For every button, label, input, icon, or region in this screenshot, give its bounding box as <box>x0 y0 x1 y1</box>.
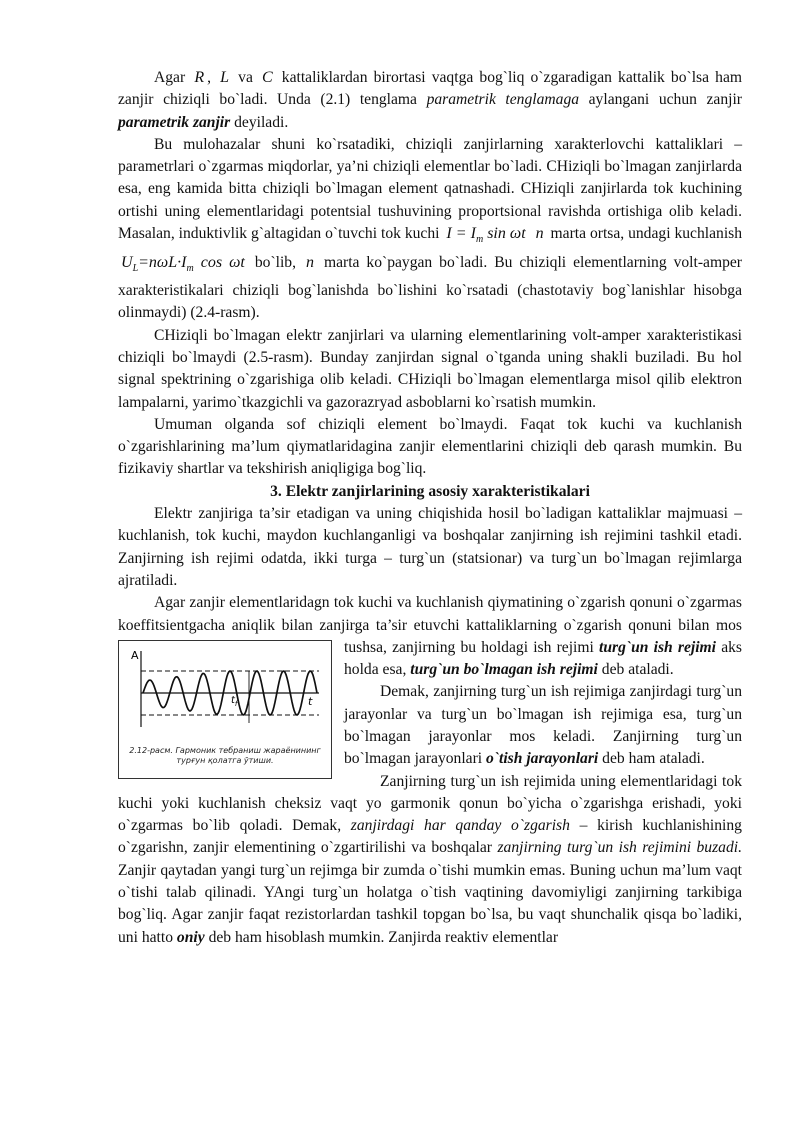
text-body <box>118 67 742 949</box>
figure-caption: 2.12-расм. Гармоник тебраниш жараёнининг турғун қолатга ўтиши. <box>129 745 321 765</box>
formula-voltage: $U_L=n\omega L\cdot I_m$ cos ωt <box>121 253 245 274</box>
text: – kirish kuchlanishining o`zgarishn, zanjir elementining o`zgartirilishi va boshqalar <box>118 817 742 857</box>
axis-label-y: A <box>131 648 139 662</box>
text: kattaliklardan birortasi vaqtga bog`liq o`zgaradigan kattalik bo`lsa ham zanjir chiziqli bo`ladi. Unda (2.1) tenglama <box>118 69 743 109</box>
text: deb ham ataladi. <box>602 750 705 768</box>
emphasis-bold: turg`un ish rejimi <box>599 638 716 656</box>
symbol-c: C <box>262 69 273 86</box>
marker-label: $t_f$ <box>231 694 238 708</box>
text: Agar <box>154 69 186 86</box>
axis-label-x: t <box>308 694 313 708</box>
emphasis-bold: parametrik zanjir <box>118 113 231 131</box>
figure-oscillation <box>118 640 332 779</box>
text: marta ko`paygan bo`ladi. Bu chiziqli elementlarning volt-amper xarakteristikalari chiziqli bog`lanishda bo`lishini ko`rsatadi (chastotaviy bog`lanishlar hisobga olinmaydi) (2.4-rasm). <box>118 253 742 322</box>
symbol-r: R <box>194 69 205 86</box>
paragraph-8 <box>118 771 742 949</box>
symbol-n: n <box>305 253 314 271</box>
emphasis: zanjirdagi har qanday o`zgarish <box>350 817 570 835</box>
section-heading: 3. Elektr zanjirlarining asosiy xarakteristikalari <box>270 482 590 500</box>
text: Agar zanjir elementlaridagn tok kuchi va kuchlanish qiymatining o`zgarish qonuni o`zgarmas koeffitsientgacha aniqlik bilan zanjirga ta’sir etuvchi kattaliklarning o`zgarish qonuni bilan mos tushsa, zanjirning bu holdagi ish rejimi <box>118 594 742 656</box>
text: marta ortsa, undagi kuchlanish <box>550 225 743 243</box>
emphasis-bold: oniy <box>176 928 205 946</box>
text: Bu mulohazalar shuni ko`rsatadiki, chiziqli zanjirlarning xarakterlovchi kattaliklari – parametrlari o`zgarmas miqdorlar, ya’ni chiziqli elementlar bo`ladi. CHiziqli bo`lmagan zanjirlarda esa, eng kamida bitta chiziqli bo`lmagan element qatnashadi. CHiziqli zanjirlarda tok kuchining ortishi uning elementlaridagi potentsial tushuvining proportsional ravishda ortishiga olib keladi. Masalan, induktivlik g`altagidan o`tuvchi tok kuchi <box>118 135 742 243</box>
paragraph-5: Elektr zanjiriga ta’sir etadigan va uning chiqishida hosil bo`ladigan kattaliklar majmuasi – kuchlanish, tok kuchi, maydon kuchlanganligi va boshqalar zanjirning ish rejimini tashkil etadi. Zanjirning ish rejimi odatda, ikki turga – turg`un (statsionar) va turg`un bo`lmagan rejimlarga ajratiladi. <box>118 505 742 589</box>
symbol-n: n <box>535 225 544 243</box>
symbol-l: L <box>220 69 230 86</box>
emphasis: parametrik tenglamaga <box>426 91 580 109</box>
emphasis-bold: turg`un bo`lmagan ish rejimi <box>410 661 598 679</box>
text: aks holda esa, <box>344 638 742 679</box>
text: deyiladi. <box>234 113 289 131</box>
emphasis: zanjirning turg`un ish rejimini buzadi. <box>497 839 742 857</box>
text: Zanjir qaytadan yangi turg`un rejimga bir zumda o`tishi mumkin emas. Buning uchun ma’lum vaqt o`tishi talab qilinadi. YAngi turg`un holatga o`tish vaqtining davomiyligi zanjirning tarkibiga bog`liq. Agar zanjir faqat rezistorlardan tashkil topgan bo`lsa, bu vaqt shunchalik qisqa bo`ladiki, uni hatto <box>118 861 742 946</box>
text: Zanjirning turg`un ish rejimida uning elementlaridagi tok kuchi yoki kuchlanish cheksiz vaqt yo garmonik qonun bo`yicha o`zgarishga erishadi, yoki o`zgarmas bo`lib qoladi. Demak, <box>118 772 742 835</box>
paragraph-2 <box>118 134 742 325</box>
paragraph-1 <box>118 67 742 134</box>
paragraph-3: CHiziqli bo`lmagan elektr zanjirlari va ularning elementlarining volt-amper xarakteristikasi chiziqli bo`lmaydi (2.5-rasm). Bunday zanjirdan signal o`tganda uning shakli buziladi. Bu hol signal spektrining o`zgarishiga olib keladi. CHiziqli bo`lmagan elementlarga misol qilib elektron lampalarni, yarimo`tkazgichli va gazorazryad asboblarni ko`rsatish mumkin. <box>118 326 742 411</box>
formula-current: $I = I_m$ sin ωt <box>446 225 526 246</box>
text: , <box>207 69 211 86</box>
text: deb ataladi. <box>601 661 674 679</box>
text: aylangani uchun zanjir <box>588 91 742 109</box>
text: va <box>238 69 253 86</box>
text: bo`lib, <box>254 253 297 271</box>
emphasis-bold: o`tish jarayonlari <box>486 750 599 768</box>
paragraph-4: Umuman olganda sof chiziqli element bo`lmaydi. Faqat tok kuchi va kuchlanish o`zgarishlarining ma’lum qiymatlaridagina zanjir elementlarini chiziqli deb qarash mumkin. Bu fizikaviy shartlar va tekshirish aniqligiga bog`liq. <box>118 415 742 478</box>
text: deb ham hisoblash mumkin. Zanjirda reaktiv elementlar <box>208 928 559 946</box>
text: Demak, zanjirning turg`un ish rejimiga zanjirdagi turg`un jarayonlar va turg`un bo`lmagan ish rejimiga esa, turg`un bo`lmagan jarayonlar mos keladi. Zanjirning turg`un bo`lmagan jarayonlari <box>344 683 742 768</box>
